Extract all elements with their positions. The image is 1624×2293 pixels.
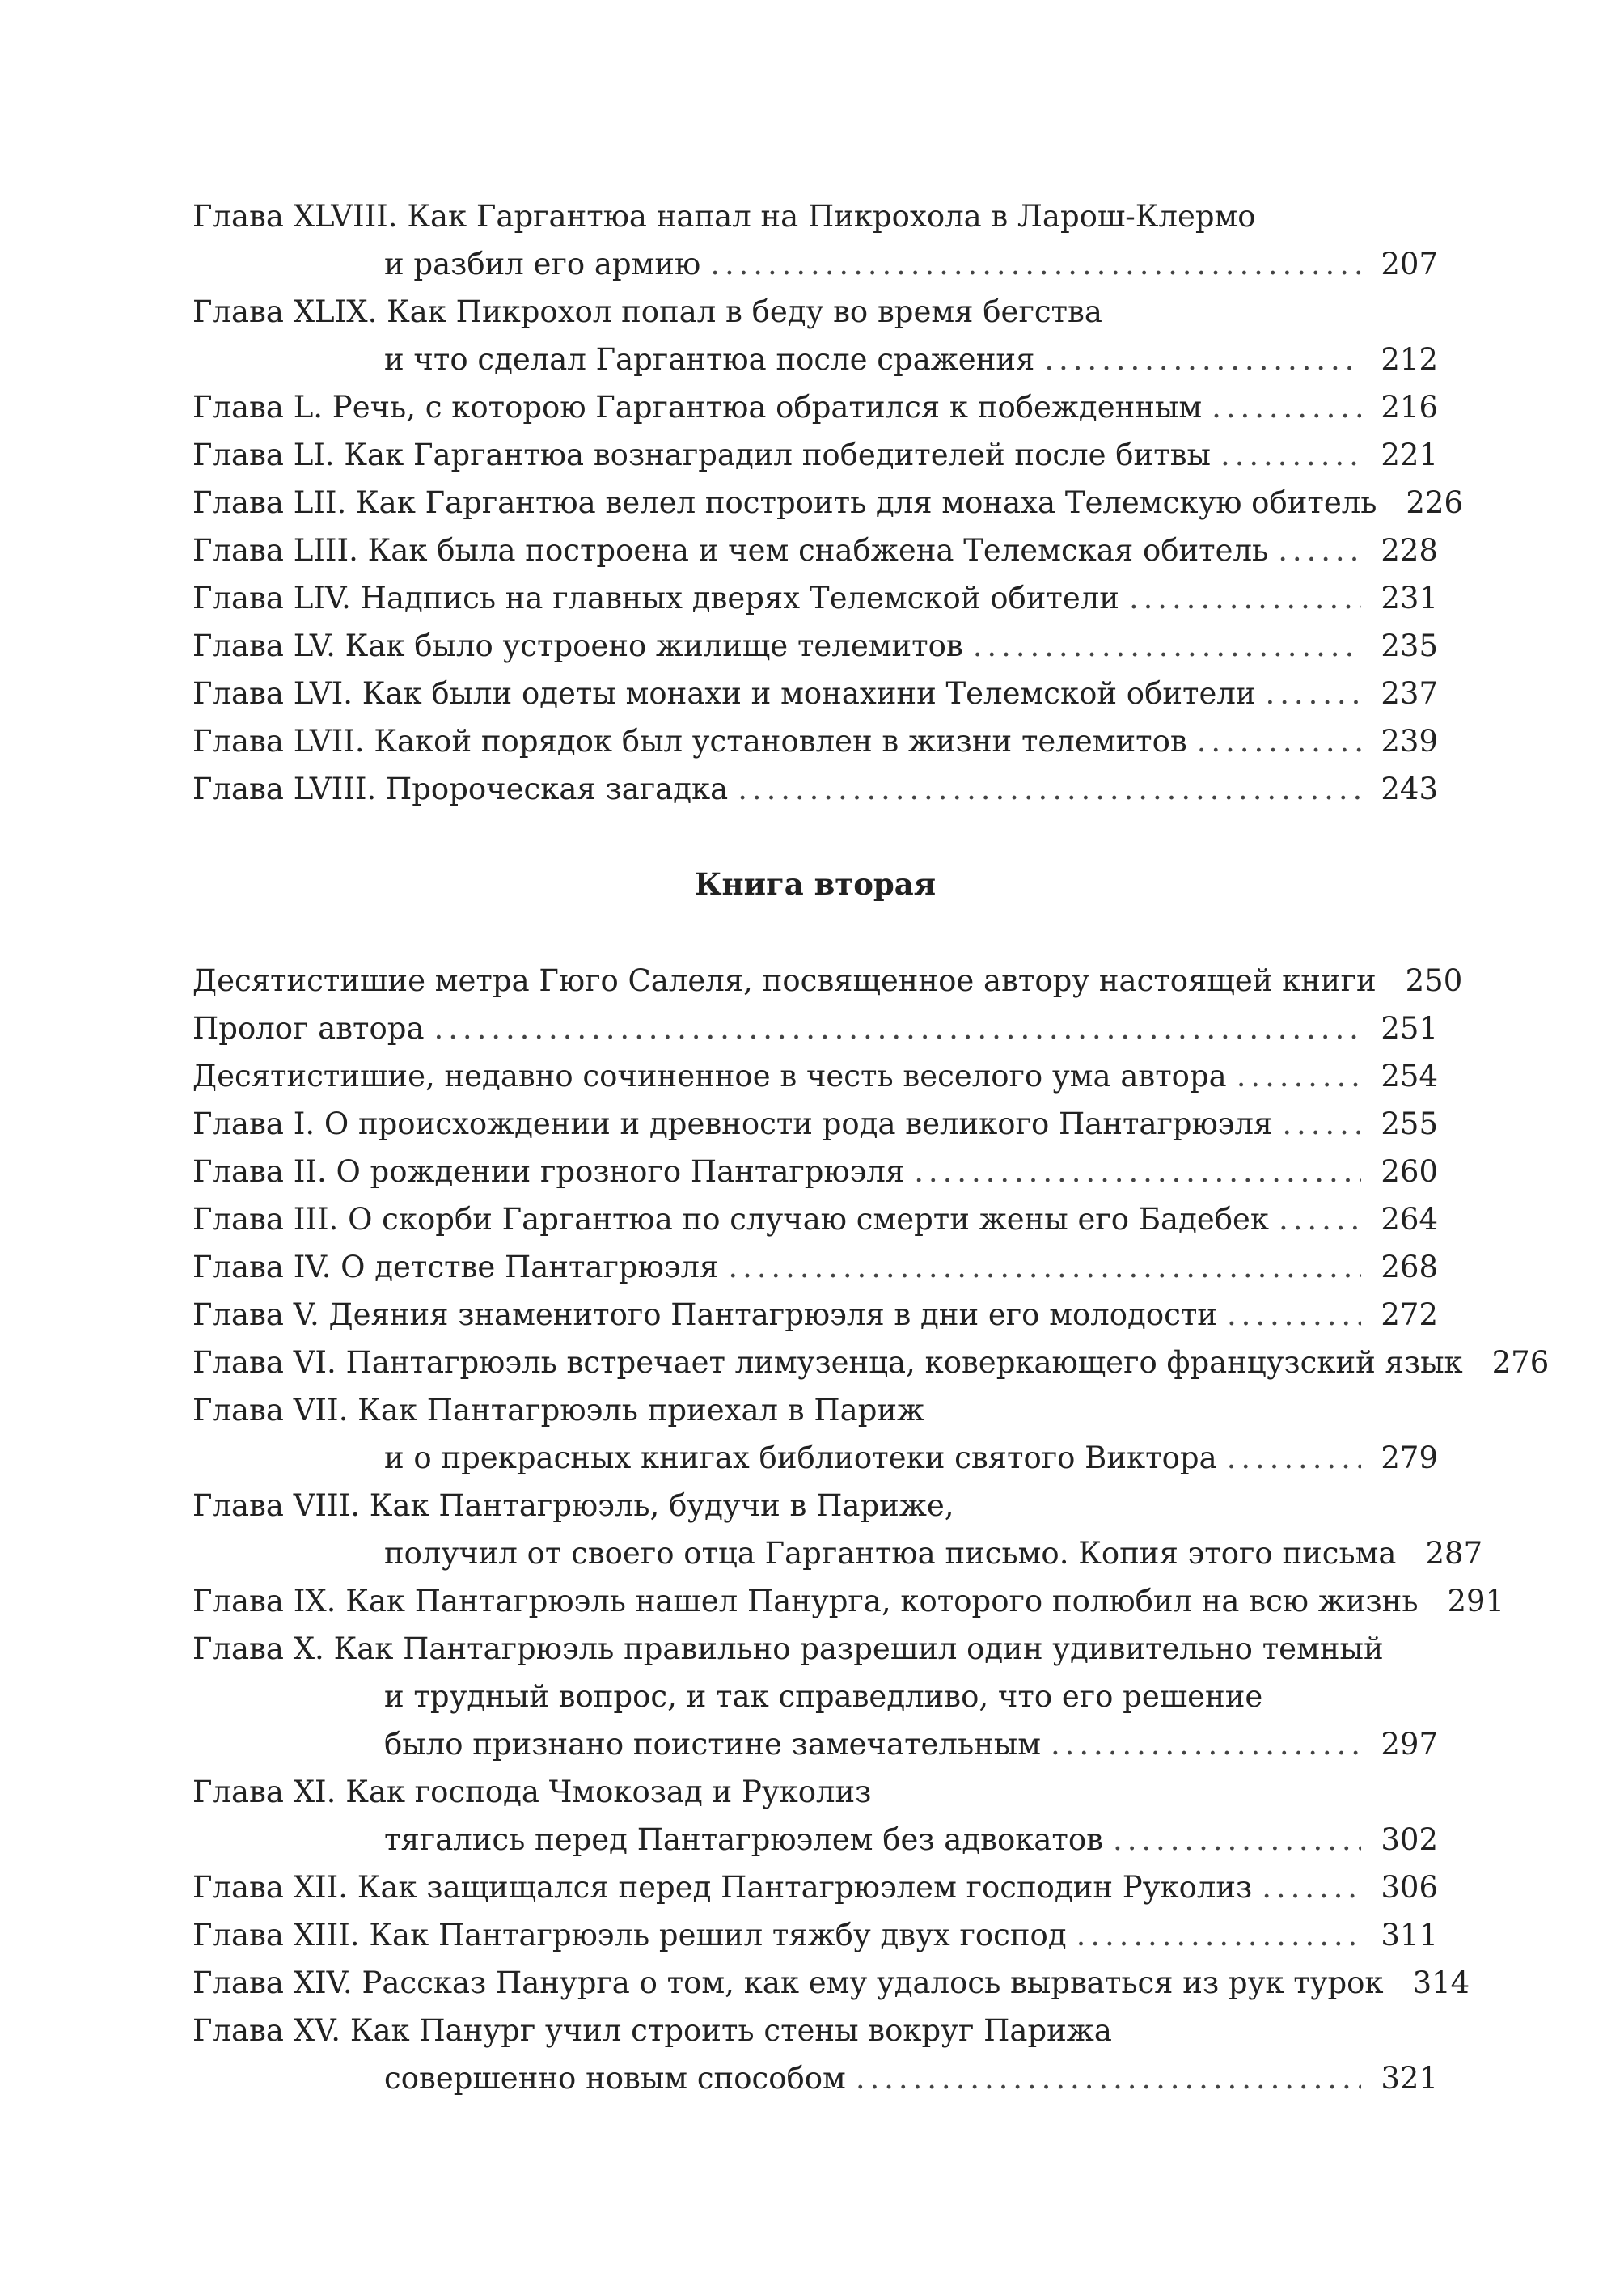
toc-entry bbox=[192, 1100, 1438, 1148]
toc-entry-line bbox=[192, 192, 1438, 240]
dot-leader bbox=[1076, 1911, 1362, 1959]
toc-entry bbox=[192, 1291, 1438, 1339]
toc-page-number: 255 bbox=[1381, 1106, 1438, 1141]
toc-entry-title: получил от своего отца Гаргантюа письмо. Копия этого письма bbox=[384, 1536, 1397, 1571]
toc-entry-title: Глава V. Деяния знаменитого Пантагрюэля в дни его молодости bbox=[192, 1297, 1217, 1332]
dot-leader bbox=[1266, 670, 1362, 717]
toc-entry-continuation-line bbox=[192, 336, 1438, 383]
toc-entry-continuation-line bbox=[192, 2054, 1438, 2102]
dot-leader bbox=[1278, 527, 1361, 574]
toc-page-number: 279 bbox=[1381, 1441, 1438, 1475]
toc-entry-title: Глава XV. Как Панург учил строить стены вокруг Парижа bbox=[192, 2013, 1112, 2048]
toc-page-number: 207 bbox=[1381, 247, 1438, 281]
toc-entry bbox=[192, 288, 1438, 383]
toc-entry bbox=[192, 1959, 1470, 2007]
toc-entry-title: Глава XIII. Как Пантагрюэль решил тяжбу двух господ bbox=[192, 1918, 1067, 1952]
toc-entry-line bbox=[192, 1864, 1438, 1911]
toc-page-number: 226 bbox=[1406, 485, 1464, 520]
toc-entry-title: Глава LVII. Какой порядок был установлен в жизни телемитов bbox=[192, 724, 1187, 759]
toc-page-number: 272 bbox=[1381, 1297, 1438, 1332]
toc-entry bbox=[192, 431, 1438, 479]
toc-entry-title: Глава XLIX. Как Пикрохол попал в беду во время бегства bbox=[192, 294, 1102, 329]
dot-leader bbox=[1113, 1816, 1361, 1864]
dot-leader bbox=[1237, 1052, 1362, 1100]
toc-entry-line bbox=[192, 2007, 1438, 2054]
toc-page-number: 287 bbox=[1425, 1536, 1483, 1571]
toc-entry bbox=[192, 1577, 1505, 1625]
toc-entry-line bbox=[192, 1052, 1438, 1100]
toc-entry-title: Глава LIII. Как была построена и чем снабжена Телемская обитель bbox=[192, 533, 1269, 568]
dot-leader bbox=[914, 1148, 1361, 1195]
toc-entry bbox=[192, 574, 1438, 622]
toc-entry-title: Глава XI. Как господа Чмокозад и Руколиз bbox=[192, 1775, 872, 1809]
toc-entry-title: Десятистишие метра Гюго Салеля, посвященное автору настоящей книги bbox=[192, 963, 1377, 998]
toc-entry-line bbox=[192, 1386, 1438, 1434]
toc-entry-title: Глава LI. Как Гаргантюа вознаградил победителей после битвы bbox=[192, 438, 1211, 472]
toc-page-number: 260 bbox=[1381, 1154, 1438, 1189]
toc-entry-title: тягались перед Пантагрюэлем без адвокатов bbox=[384, 1822, 1104, 1857]
toc-entry-line bbox=[192, 479, 1464, 527]
dot-leader bbox=[1282, 1100, 1361, 1148]
toc-entry-line bbox=[192, 1005, 1438, 1052]
book-two-heading: Книга вторая bbox=[694, 866, 937, 902]
toc-entry-title: было признано поистине замечательным bbox=[384, 1727, 1041, 1762]
toc-entry-title: Глава I. О происхождении и древности рода великого Пантагрюэля bbox=[192, 1106, 1273, 1141]
toc-entry bbox=[192, 717, 1438, 765]
dot-leader bbox=[856, 2054, 1362, 2102]
toc-entry bbox=[192, 670, 1438, 717]
toc-entry bbox=[192, 1625, 1438, 1768]
dot-leader bbox=[1129, 574, 1361, 622]
toc-entry-title: Глава III. О скорби Гаргантюа по случаю смерти жены его Бадебек bbox=[192, 1202, 1270, 1237]
toc-entry-line bbox=[192, 431, 1438, 479]
toc-entry-title: совершенно новым способом bbox=[384, 2061, 846, 2096]
toc-page-number: 235 bbox=[1381, 628, 1438, 663]
dot-leader bbox=[738, 765, 1361, 813]
toc-section-book-one bbox=[192, 192, 1464, 813]
toc-page-number: 311 bbox=[1381, 1918, 1438, 1952]
toc-page-number: 306 bbox=[1381, 1870, 1438, 1905]
toc-entry bbox=[192, 957, 1463, 1005]
toc-entry-line bbox=[192, 1195, 1438, 1243]
toc-page-number: 216 bbox=[1381, 390, 1438, 425]
toc-entry bbox=[192, 1052, 1438, 1100]
toc-entry-title: Глава VIII. Как Пантагрюэль, будучи в Париже, bbox=[192, 1488, 954, 1523]
toc-entry-line bbox=[192, 1100, 1438, 1148]
toc-entry bbox=[192, 1195, 1438, 1243]
dot-leader bbox=[1279, 1195, 1361, 1243]
toc-entry-line bbox=[192, 1768, 1438, 1816]
toc-page-number: 276 bbox=[1491, 1345, 1550, 1380]
toc-entry bbox=[192, 1911, 1438, 1959]
dot-leader bbox=[1044, 336, 1361, 383]
toc-entry-title: Глава LVI. Как были одеты монахи и монахини Телемской обители bbox=[192, 676, 1256, 711]
toc-entry-title: Глава II. О рождении грозного Пантагрюэля bbox=[192, 1154, 905, 1189]
toc-entry-title: и что сделал Гаргантюа после сражения bbox=[384, 342, 1035, 377]
toc-entry bbox=[192, 765, 1438, 813]
toc-entry bbox=[192, 192, 1438, 288]
toc-entry-line bbox=[192, 1959, 1470, 2007]
toc-entry-line bbox=[192, 1577, 1505, 1625]
toc-entry-line bbox=[192, 288, 1438, 336]
toc-page-number: 314 bbox=[1412, 1965, 1470, 2000]
dot-leader bbox=[1212, 383, 1361, 431]
toc-page-number: 228 bbox=[1381, 533, 1438, 568]
toc-page-number: 291 bbox=[1447, 1584, 1505, 1618]
toc-entry-title: Глава VI. Пантагрюэль встречает лимузенца, коверкающего французский язык bbox=[192, 1345, 1463, 1380]
toc-entry-line bbox=[192, 1625, 1438, 1673]
dot-leader bbox=[973, 622, 1362, 670]
toc-entry bbox=[192, 2007, 1438, 2102]
toc-entry-continuation-line bbox=[192, 1816, 1438, 1864]
toc-entry bbox=[192, 527, 1438, 574]
toc-entry-title: и трудный вопрос, и так справедливо, что его решение bbox=[384, 1679, 1263, 1714]
toc-page bbox=[192, 192, 1550, 2102]
dot-leader bbox=[434, 1005, 1362, 1052]
dot-leader bbox=[1262, 1864, 1361, 1911]
toc-entry-line bbox=[192, 383, 1438, 431]
toc-entry-line bbox=[192, 765, 1438, 813]
toc-entry bbox=[192, 479, 1464, 527]
toc-entry-title: и о прекрасных книгах библиотеки святого Виктора bbox=[384, 1441, 1217, 1475]
toc-page-number: 237 bbox=[1381, 676, 1438, 711]
toc-entry-title: и разбил его армию bbox=[384, 247, 701, 281]
toc-entry bbox=[192, 383, 1438, 431]
toc-entry-line bbox=[192, 1911, 1438, 1959]
dot-leader bbox=[1220, 431, 1361, 479]
toc-entry-continuation-line bbox=[192, 240, 1438, 288]
dot-leader bbox=[710, 240, 1361, 288]
toc-entry-line bbox=[192, 1339, 1550, 1386]
toc-entry-title: Глава LVIII. Пророческая загадка bbox=[192, 772, 729, 806]
toc-page-number: 212 bbox=[1381, 342, 1438, 377]
toc-entry-title: Глава L. Речь, с которою Гаргантюа обратился к побежденным bbox=[192, 390, 1203, 425]
toc-entry bbox=[192, 1482, 1483, 1577]
toc-page-number: 264 bbox=[1381, 1202, 1438, 1237]
toc-entry-continuation-line bbox=[192, 1529, 1483, 1577]
toc-entry bbox=[192, 1768, 1438, 1864]
dot-leader bbox=[1227, 1291, 1361, 1339]
toc-entry bbox=[192, 622, 1438, 670]
toc-entry-title: Глава XII. Как защищался перед Пантагрюэлем господин Руколиз bbox=[192, 1870, 1253, 1905]
toc-entry-line bbox=[192, 1243, 1438, 1291]
toc-entry-title: Глава VII. Как Пантагрюэль приехал в Париж bbox=[192, 1393, 925, 1428]
toc-entry-title: Глава XIV. Рассказ Панурга о том, как ему удалось вырваться из рук турок bbox=[192, 1965, 1384, 2000]
toc-page-number: 268 bbox=[1381, 1250, 1438, 1284]
toc-entry-title: Глава LIV. Надпись на главных дверях Телемской обители bbox=[192, 581, 1119, 616]
toc-page-number: 297 bbox=[1381, 1727, 1438, 1762]
toc-page-number: 243 bbox=[1381, 772, 1438, 806]
toc-entry-line bbox=[192, 1291, 1438, 1339]
toc-entry bbox=[192, 1005, 1438, 1052]
toc-entry-line bbox=[192, 622, 1438, 670]
toc-entry-line bbox=[192, 670, 1438, 717]
toc-page-number: 239 bbox=[1381, 724, 1438, 759]
dot-leader bbox=[1197, 717, 1362, 765]
toc-entry-title: Глава LV. Как было устроено жилище телемитов bbox=[192, 628, 963, 663]
toc-entry-line bbox=[192, 527, 1438, 574]
toc-page-number: 231 bbox=[1381, 581, 1438, 616]
toc-entry-title: Десятистишие, недавно сочиненное в честь веселого ума автора bbox=[192, 1059, 1227, 1094]
toc-entry bbox=[192, 1339, 1550, 1386]
dot-leader bbox=[1227, 1434, 1362, 1482]
dot-leader bbox=[728, 1243, 1361, 1291]
toc-page-number: 251 bbox=[1381, 1011, 1438, 1046]
toc-page-number: 221 bbox=[1381, 438, 1438, 472]
toc-entry-title: Глава XLVIII. Как Гаргантюа напал на Пикрохола в Ларош-Клермо bbox=[192, 199, 1256, 234]
toc-page-number: 254 bbox=[1381, 1059, 1438, 1094]
toc-entry-line bbox=[192, 1148, 1438, 1195]
toc-entry-title: Глава LII. Как Гаргантюа велел построить для монаха Телемскую обитель bbox=[192, 485, 1377, 520]
toc-page-number: 302 bbox=[1381, 1822, 1438, 1857]
toc-entry-line bbox=[192, 1482, 1438, 1529]
toc-entry-continuation-line bbox=[192, 1434, 1438, 1482]
toc-entry bbox=[192, 1864, 1438, 1911]
toc-section-book-two bbox=[192, 957, 1550, 2102]
toc-entry bbox=[192, 1386, 1438, 1482]
toc-entry-title: Глава IV. О детстве Пантагрюэля bbox=[192, 1250, 719, 1284]
toc-entry bbox=[192, 1243, 1438, 1291]
toc-entry-title: Глава X. Как Пантагрюэль правильно разрешил один удивительно темный bbox=[192, 1631, 1384, 1666]
toc-entry-continuation-line bbox=[192, 1720, 1438, 1768]
toc-entry-title: Пролог автора bbox=[192, 1011, 425, 1046]
toc-page-number: 321 bbox=[1381, 2061, 1438, 2096]
toc-entry-title: Глава IX. Как Пантагрюэль нашел Панурга, которого полюбил на всю жизнь bbox=[192, 1584, 1419, 1618]
toc-entry-line bbox=[192, 574, 1438, 622]
toc-entry-line bbox=[192, 957, 1463, 1005]
toc-page-number: 250 bbox=[1405, 963, 1463, 998]
toc-entry-line bbox=[192, 717, 1438, 765]
toc-entry bbox=[192, 1148, 1438, 1195]
toc-entry-continuation-line bbox=[192, 1673, 1438, 1720]
dot-leader bbox=[1051, 1720, 1361, 1768]
